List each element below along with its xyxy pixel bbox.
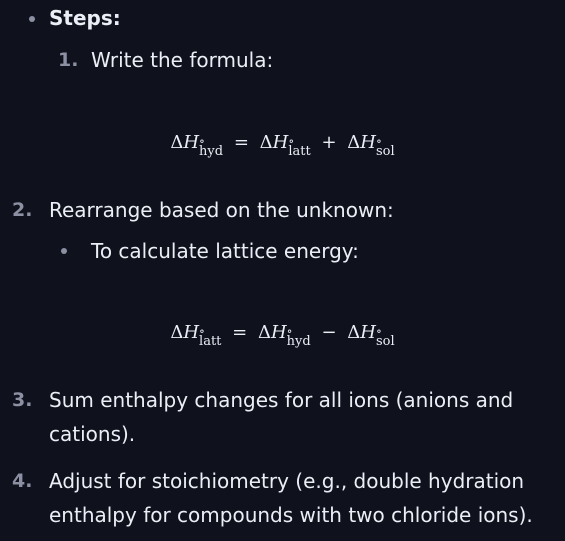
step-text: Rearrange based on the unknown: <box>49 198 394 222</box>
step-text <box>49 383 559 451</box>
formula-lattice <box>0 321 565 348</box>
sub-bullet-text: To calculate lattice energy: <box>91 239 359 263</box>
bullet-dot <box>29 16 35 22</box>
formula-operator: = <box>232 322 248 343</box>
step-number: 4. <box>12 470 33 492</box>
bullet-dot <box>61 248 67 254</box>
step-text-line: Sum enthalpy changes for all ions (anions and <box>49 388 514 412</box>
formula-operator: − <box>321 322 337 343</box>
step-number: 2. <box>12 199 33 221</box>
step-number: 3. <box>12 389 33 411</box>
formula-term-lhs: ΔH ∘ latt <box>170 322 222 349</box>
step-text-line: Adjust for stoichiometry (e.g., double hydration <box>49 469 525 493</box>
formula-term-lhs: ΔH ∘ hyd <box>170 132 224 159</box>
step-text-line: enthalpy for compounds with two chloride ions). <box>49 503 533 527</box>
steps-heading: Steps: <box>49 6 121 30</box>
step-text: Write the formula: <box>91 48 274 72</box>
formula-term: ΔH ∘ sol <box>347 132 395 159</box>
formula-operator: + <box>321 132 337 153</box>
step-number: 1. <box>58 49 79 71</box>
formula-hydration <box>0 131 565 158</box>
formula-term: ΔH ∘ sol <box>347 322 395 349</box>
step-text <box>49 464 561 532</box>
formula-term: ΔH ∘ hyd <box>257 322 311 349</box>
formula-operator: = <box>233 132 249 153</box>
step-text-line: cations). <box>49 422 136 446</box>
formula-term: ΔH ∘ latt <box>259 132 311 159</box>
